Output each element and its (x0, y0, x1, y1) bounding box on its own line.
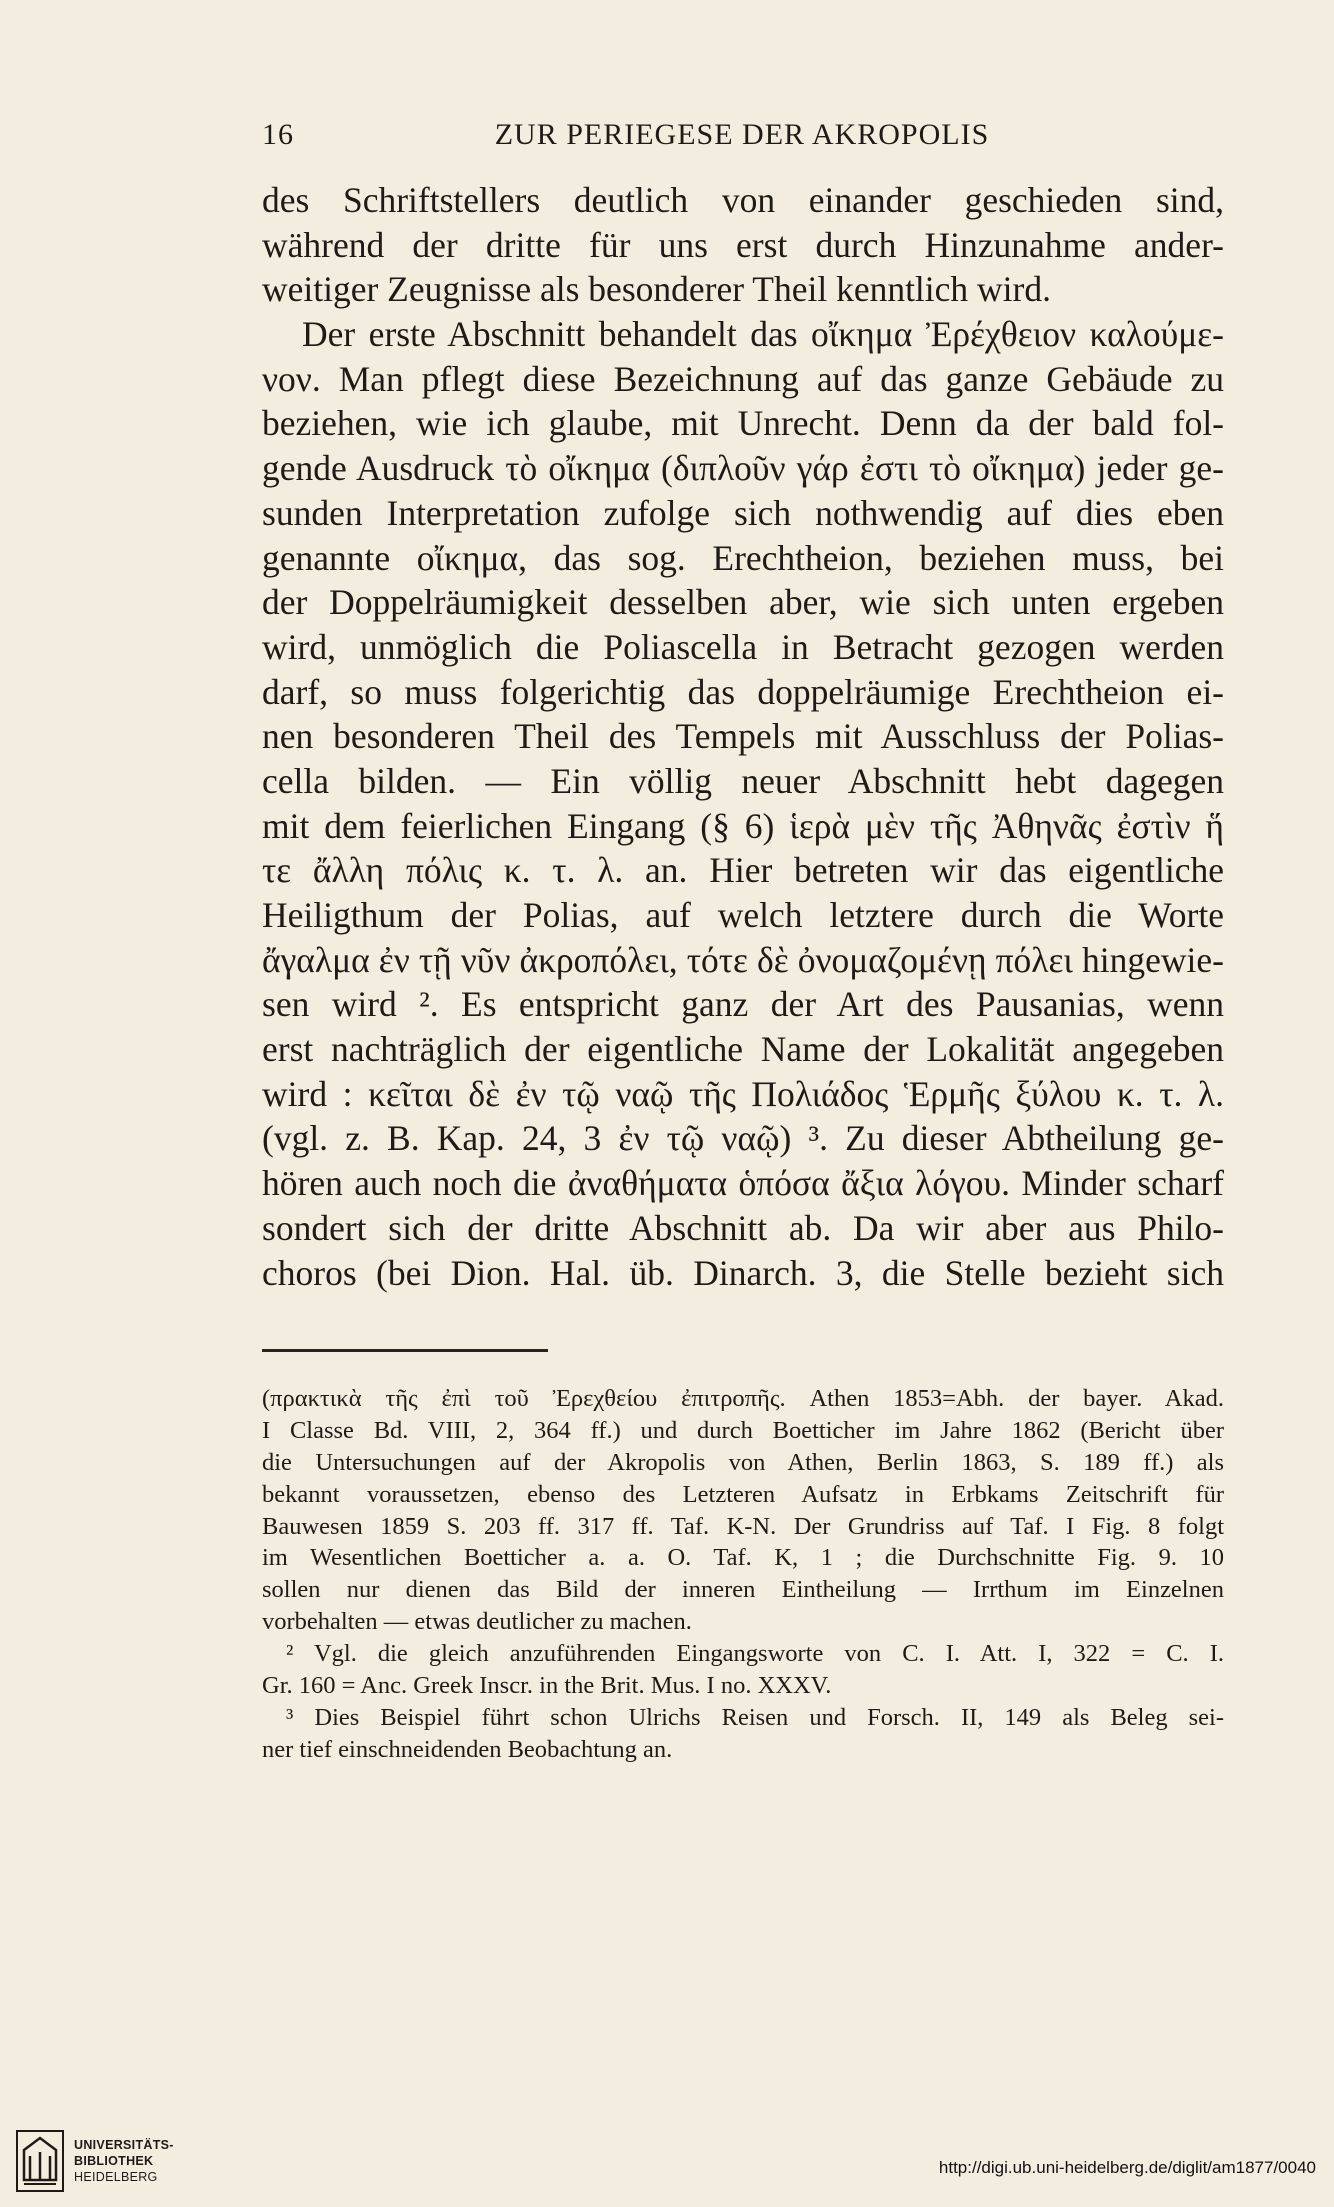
library-logo (16, 2130, 176, 2192)
footnote-line: vorbehalten — etwas deutlicher zu machen. (262, 1608, 692, 1636)
text-line: τε ἄλλη πόλις κ. τ. λ. an. Hier betreten wir das eigentliche (262, 850, 1224, 891)
text-line: wird : κεῖται δὲ ἐν τῷ ναῷ τῆς Πολιάδος Ἑρμῆς ξύλου κ. τ. λ. (262, 1073, 1224, 1114)
text-line: cella bilden. — Ein völlig neuer Abschnitt hebt dagegen (262, 760, 1224, 801)
text-line: sunden Interpretation zufolge sich nothwendig auf dies eben (262, 492, 1224, 533)
text-line: weitiger Zeugnisse als besonderer Theil kenntlich wird. (262, 269, 1051, 310)
library-name-line-2: BIBLIOTHEK (74, 2154, 154, 2168)
footnote-line: I Classe Bd. VIII, 2, 364 ff.) und durch Boetticher im Jahre 1862 (Bericht über (262, 1416, 1224, 1444)
footnote-3: ³ Dies Beispiel führt schon Ulrichs Reisen und Forsch. II, 149 als Beleg sei- (286, 1703, 1224, 1731)
running-header (262, 118, 1222, 160)
footnote-line: im Wesentlichen Boetticher a. a. O. Taf. K, 1 ; die Durchschnitte Fig. 9. 10 (262, 1544, 1224, 1572)
library-name-line-3: HEIDELBERG (74, 2170, 158, 2184)
text-line: während der dritte für uns erst durch Hinzunahme ander- (262, 224, 1224, 265)
university-library-logo-icon (16, 2130, 64, 2192)
text-line: wird, unmöglich die Poliascella in Betracht gezogen werden (262, 626, 1224, 667)
text-line: Heiligthum der Polias, auf welch letztere durch die Worte (262, 895, 1224, 935)
text-line: ἄγαλμα ἐν τῇ νῦν ἀκροπόλει, τότε δὲ ὀνομαζομένῃ πόλει hingewie- (262, 939, 1224, 980)
text-line: hören auch noch die ἀναθήματα ὁπόσα ἄξια λόγου. Minder scharf (262, 1163, 1224, 1204)
text-line: des Schriftstellers deutlich von einander geschieden sind, (262, 180, 1224, 220)
footnote-line: Gr. 160 = Anc. Greek Inscr. in the Brit. Mus. I no. XXXV. (262, 1672, 832, 1700)
text-line: genannte οἴκημα, das sog. Erechtheion, beziehen muss, bei (262, 537, 1224, 578)
footnote-line: sollen nur dienen das Bild der inneren Eintheilung — Irrthum im Einzelnen (262, 1576, 1224, 1604)
footnote-2: ² Vgl. die gleich anzuführenden Eingangsworte von C. I. Att. I, 322 = C. I. (286, 1640, 1224, 1668)
source-url-link[interactable]: http://digi.ub.uni-heidelberg.de/diglit/am1877/0040 (938, 2158, 1316, 2177)
text-line: darf, so muss folgerichtig das doppelräumige Erechtheion ei- (262, 671, 1224, 712)
text-line: mit dem feierlichen Eingang (§ 6) ἱερὰ μὲν τῆς Ἀθηνᾶς ἐστὶν ἥ (262, 805, 1224, 846)
text-line: beziehen, wie ich glaube, mit Unrecht. Denn da der bald fol- (262, 403, 1224, 444)
text-line: gende Ausdruck τὸ οἴκημα (διπλοῦν γάρ ἐστι τὸ οἴκημα) jeder ge- (262, 448, 1224, 489)
text-line: (vgl. z. B. Kap. 24, 3 ἐν τῷ ναῷ) ³. Zu dieser Abtheilung ge- (262, 1118, 1224, 1159)
text-line: Der erste Abschnitt behandelt das οἴκημα Ἐρέχθειον καλούμε- (302, 314, 1224, 355)
running-title: ZUR PERIEGESE DER AKROPOLIS (494, 118, 990, 151)
text-line: νον. Man pflegt diese Bezeichnung auf das ganze Gebäude zu (262, 358, 1224, 399)
footnote-line: Bauwesen 1859 S. 203 ff. 317 ff. Taf. K-N. Der Grundriss auf Taf. I Fig. 8 folgt (262, 1512, 1224, 1540)
library-name-line-1: UNIVERSITÄTS- (74, 2138, 174, 2152)
text-line: der Doppelräumigkeit desselben aber, wie sich unten ergeben (262, 582, 1224, 623)
page-number: 16 (262, 118, 294, 151)
footnote-line: ner tief einschneidenden Beobachtung an. (262, 1735, 673, 1763)
footnote-separator (262, 1349, 548, 1352)
footnotes (262, 1383, 1224, 1766)
footnote-line: die Untersuchungen auf der Akropolis von Athen, Berlin 1863, S. 189 ff.) als (262, 1448, 1224, 1476)
footnote-line: (πρακτικὰ τῆς ἐπὶ τοῦ Ἐρεχθείου ἐπιτροπῆς. Athen 1853=Abh. der bayer. Akad. (262, 1385, 1224, 1412)
footnote-line: bekannt voraussetzen, ebenso des Letzteren Aufsatz in Erbkams Zeitschrift für (262, 1480, 1224, 1508)
text-line: erst nachträglich der eigentliche Name der Lokalität angegeben (262, 1029, 1224, 1070)
text-line: sondert sich der dritte Abschnitt ab. Da wir aber aus Philo- (262, 1207, 1224, 1248)
main-text (262, 178, 1224, 1295)
text-line: sen wird ². Es entspricht ganz der Art des Pausanias, wenn (262, 984, 1224, 1025)
text-line: nen besonderen Theil des Tempels mit Ausschluss der Polias- (262, 716, 1224, 757)
text-line: choros (bei Dion. Hal. üb. Dinarch. 3, die Stelle bezieht sich (262, 1252, 1224, 1293)
